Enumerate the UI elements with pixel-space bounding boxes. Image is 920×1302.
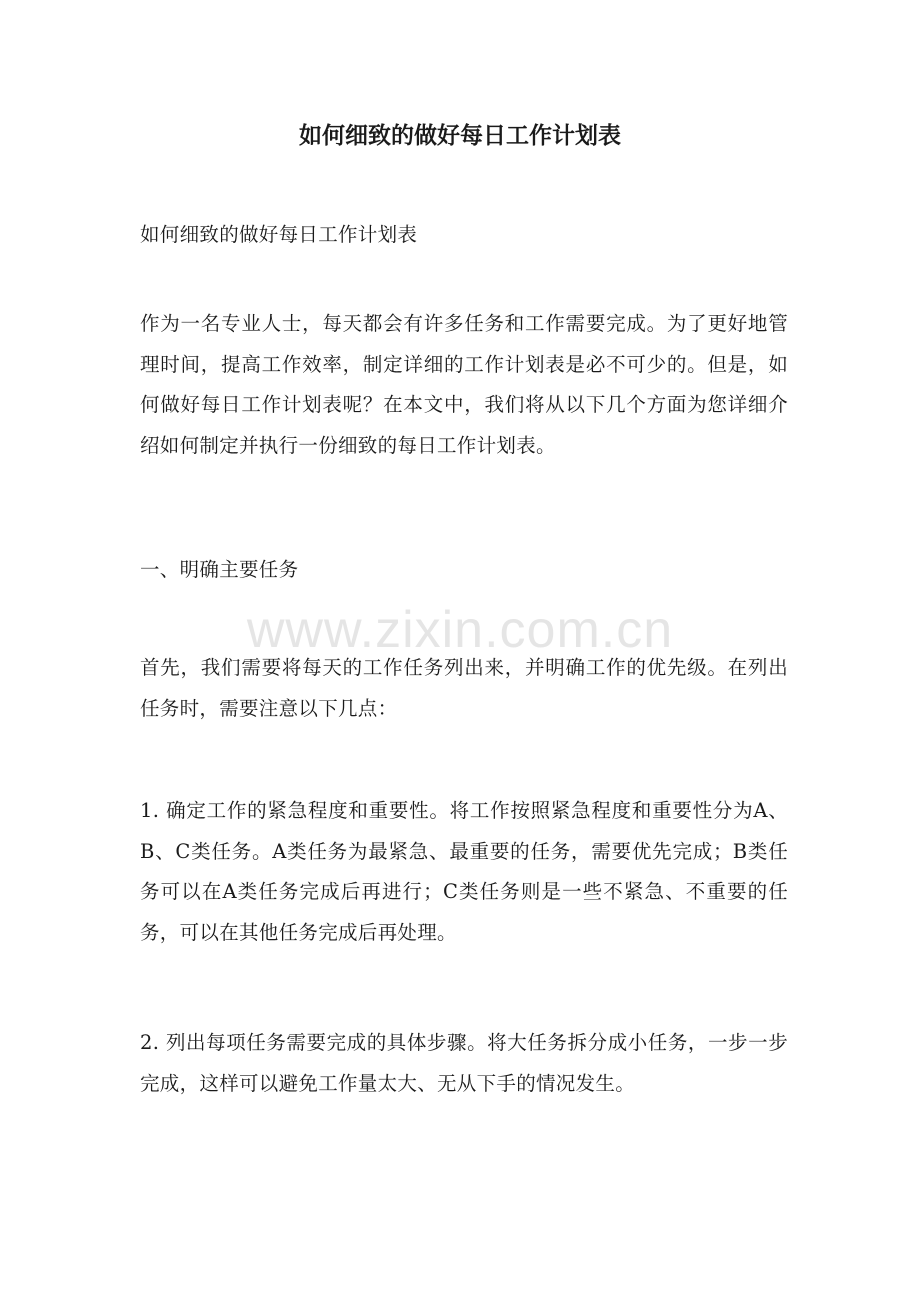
section-intro-paragraph: 首先，我们需要将每天的工作任务列出来，并明确工作的优先级。在列出任务时，需要注意以下几点：	[140, 656, 788, 720]
document-title: 如何细致的做好每日工作计划表	[299, 122, 621, 149]
list-item: 1. 确定工作的紧急程度和重要性。将工作按照紧急程度和重要性分为A、B、C类任务。A类任务为最紧急、最重要的任务，需要优先完成；B类任务可以在A类任务完成后再进行；C类任务则是一些不紧急、不重要的任务，可以在其他任务完成后再处理。	[140, 799, 788, 944]
section-heading: 一、明确主要任务	[140, 558, 299, 581]
intro-paragraph: 作为一名专业人士，每天都会有许多任务和工作需要完成。为了更好地管理时间，提高工作效率，制定详细的工作计划表是必不可少的。但是，如何做好每日工作计划表呢？在本文中，我们将从以下几个方面为您详细介绍如何制定并执行一份细致的每日工作计划表。	[140, 312, 788, 457]
document-subtitle: 如何细致的做好每日工作计划表	[140, 223, 418, 246]
list-item: 2. 列出每项任务需要完成的具体步骤。将大任务拆分成小任务，一步一步完成，这样可以避免工作量太大、无从下手的情况发生。	[140, 1031, 788, 1095]
watermark: www.zixin.com.cn	[246, 601, 674, 659]
